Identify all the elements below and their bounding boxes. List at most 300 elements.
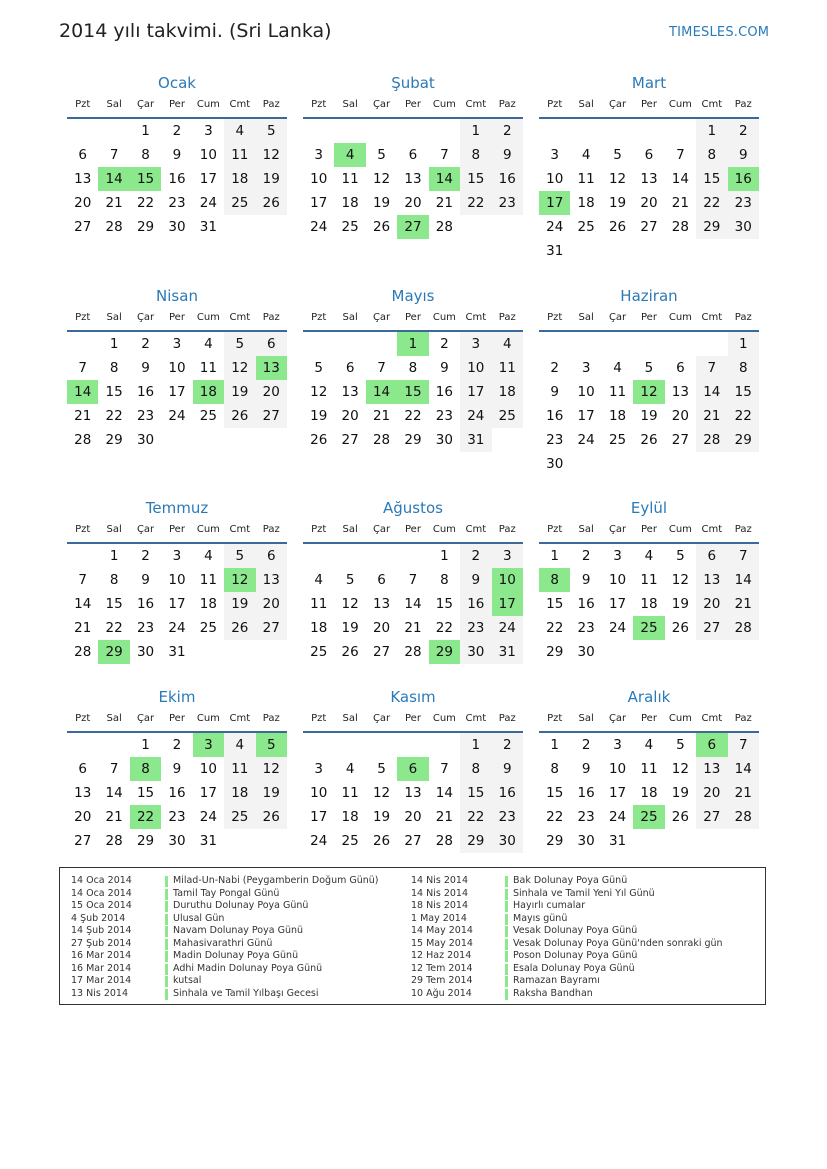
weekday-header: Cum <box>193 93 224 118</box>
weekday-header: Çar <box>130 306 161 331</box>
day-cell: 29 <box>546 833 564 849</box>
day-cell: 21 <box>696 404 727 428</box>
day-cell: 8 <box>109 360 119 376</box>
day-cell: 6 <box>397 757 428 781</box>
day-cell: 8 <box>109 572 119 588</box>
empty-cell <box>334 543 365 568</box>
day-cell: 20 <box>256 380 287 404</box>
day-cell: 6 <box>256 331 287 356</box>
month-grid <box>67 306 287 452</box>
day-cell: 24 <box>310 833 328 849</box>
day-cell: 16 <box>168 171 186 187</box>
empty-cell <box>366 118 397 143</box>
day-cell: 6 <box>644 147 654 163</box>
holiday-date: 13 Nis 2014 <box>71 987 128 999</box>
day-cell: 17 <box>539 191 570 215</box>
weekday-header: Cum <box>665 93 696 118</box>
holiday-name: Esala Dolunay Poya Günü <box>513 962 635 974</box>
day-cell: 16 <box>435 384 453 400</box>
month-grid <box>67 93 287 239</box>
holiday-date: 14 Şub 2014 <box>71 925 132 936</box>
weekday-header: Paz <box>728 93 759 118</box>
empty-cell <box>665 118 696 143</box>
month-grid <box>67 518 287 664</box>
holiday-row <box>71 988 401 1001</box>
weekday-header: Çar <box>366 93 397 118</box>
empty-cell <box>67 732 98 757</box>
day-cell: 7 <box>377 360 386 376</box>
day-cell: 3 <box>193 732 224 757</box>
day-cell: 20 <box>256 592 287 616</box>
day-cell: 29 <box>136 219 155 235</box>
holiday-name: Tamil Tay Pongal Günü <box>173 887 280 899</box>
day-cell: 8 <box>728 356 759 380</box>
day-cell: 15 <box>136 785 155 801</box>
day-cell: 10 <box>310 171 328 187</box>
day-cell: 11 <box>310 596 328 612</box>
holiday-name: Bak Dolunay Poya Günü <box>513 875 628 886</box>
day-cell: 14 <box>404 596 422 612</box>
empty-cell <box>728 239 759 263</box>
day-cell: 14 <box>671 171 689 187</box>
day-cell: 9 <box>141 360 150 376</box>
day-cell: 7 <box>696 356 727 380</box>
holiday-marker <box>165 951 168 962</box>
day-cell: 25 <box>633 805 664 829</box>
day-cell: 10 <box>492 568 523 592</box>
day-cell: 13 <box>256 568 287 592</box>
weekday-header: Çar <box>130 518 161 543</box>
month-11 <box>303 687 523 853</box>
day-cell: 13 <box>74 785 92 801</box>
day-cell: 8 <box>460 143 491 167</box>
day-cell: 27 <box>372 644 391 660</box>
empty-cell <box>429 118 460 143</box>
day-cell: 1 <box>109 336 119 352</box>
empty-cell <box>696 239 727 263</box>
day-cell: 29 <box>460 829 491 853</box>
day-cell: 15 <box>696 167 727 191</box>
day-cell: 4 <box>204 548 213 564</box>
holiday-marker <box>165 914 168 925</box>
day-cell: 4 <box>314 572 323 588</box>
month-grid <box>539 707 759 853</box>
weekday-header: Cum <box>429 518 460 543</box>
empty-cell <box>633 239 664 263</box>
weekday-header: Cum <box>429 707 460 732</box>
day-cell: 6 <box>345 360 355 376</box>
holiday-marker <box>165 964 168 975</box>
month-9 <box>539 498 759 664</box>
weekday-header: Sal <box>334 518 365 543</box>
empty-cell <box>256 428 287 452</box>
day-cell: 1 <box>397 331 428 356</box>
day-cell: 13 <box>640 171 658 187</box>
day-cell: 30 <box>577 833 595 849</box>
weekday-header: Cum <box>429 306 460 331</box>
weekday-header: Per <box>633 93 664 118</box>
day-cell: 19 <box>671 785 689 801</box>
day-cell: 30 <box>435 432 453 448</box>
holiday-name: Sinhala ve Tamil Yeni Yıl Günü <box>513 887 655 899</box>
holiday-date: 27 Şub 2014 <box>71 937 132 949</box>
day-cell: 14 <box>435 785 453 801</box>
day-cell: 11 <box>199 360 217 376</box>
day-cell: 28 <box>74 432 92 448</box>
day-cell: 23 <box>492 191 523 215</box>
day-cell: 2 <box>172 123 182 139</box>
holiday-marker <box>165 876 168 887</box>
day-cell: 13 <box>74 171 92 187</box>
month-grid <box>539 518 759 664</box>
day-cell: 15 <box>105 596 123 612</box>
weekday-header: Pzt <box>539 518 570 543</box>
day-cell: 22 <box>136 195 155 211</box>
holiday-row <box>411 938 761 951</box>
empty-cell <box>193 640 224 664</box>
day-cell: 23 <box>546 432 564 448</box>
weekday-header: Çar <box>602 707 633 732</box>
day-cell: 24 <box>577 432 595 448</box>
day-cell: 27 <box>397 215 428 239</box>
day-cell: 4 <box>224 732 255 757</box>
month-8 <box>303 498 523 664</box>
empty-cell <box>67 331 98 356</box>
day-cell: 5 <box>224 543 255 568</box>
day-cell: 3 <box>314 147 323 163</box>
weekday-header: Pzt <box>67 306 98 331</box>
day-cell: 5 <box>256 118 287 143</box>
empty-cell <box>602 331 633 356</box>
weekday-header: Pzt <box>67 518 98 543</box>
empty-cell <box>539 118 570 143</box>
day-cell: 21 <box>671 195 689 211</box>
month-1 <box>67 73 287 239</box>
day-cell: 9 <box>581 572 591 588</box>
holiday-name: Vesak Dolunay Poya Günü <box>513 925 638 936</box>
day-cell: 6 <box>696 543 727 568</box>
weekday-header: Pzt <box>539 707 570 732</box>
day-cell: 22 <box>696 191 727 215</box>
day-cell: 28 <box>74 644 92 660</box>
day-cell: 1 <box>550 548 559 564</box>
empty-cell <box>460 215 491 239</box>
weekday-header: Sal <box>98 518 129 543</box>
day-cell: 22 <box>130 805 161 829</box>
empty-cell <box>665 239 696 263</box>
holiday-date: 14 May 2014 <box>411 925 473 936</box>
day-cell: 28 <box>105 833 123 849</box>
day-cell: 20 <box>372 620 391 636</box>
weekday-header: Paz <box>256 707 287 732</box>
holiday-date: 12 Haz 2014 <box>411 950 472 961</box>
day-cell: 23 <box>136 408 155 424</box>
empty-cell <box>256 829 287 853</box>
day-cell: 10 <box>577 384 595 400</box>
empty-cell <box>397 732 428 757</box>
empty-cell <box>728 452 759 476</box>
holiday-date: 14 Oca 2014 <box>71 875 132 886</box>
day-cell: 7 <box>78 572 87 588</box>
day-cell: 3 <box>492 543 523 568</box>
day-cell: 27 <box>74 833 92 849</box>
day-cell: 1 <box>696 118 727 143</box>
holiday-name: Madin Dolunay Poya Günü <box>173 950 299 961</box>
weekday-header: Çar <box>366 306 397 331</box>
day-cell: 9 <box>460 568 491 592</box>
day-cell: 2 <box>460 543 491 568</box>
day-cell: 26 <box>256 191 287 215</box>
weekday-header: Per <box>397 306 428 331</box>
empty-cell <box>602 239 633 263</box>
month-grid <box>67 707 287 853</box>
day-cell: 19 <box>256 167 287 191</box>
day-cell: 16 <box>460 592 491 616</box>
empty-cell <box>728 829 759 853</box>
day-cell: 17 <box>460 380 491 404</box>
day-cell: 10 <box>546 171 564 187</box>
day-cell: 20 <box>671 408 689 424</box>
day-cell: 16 <box>492 167 523 191</box>
day-cell: 18 <box>341 809 359 825</box>
day-cell: 2 <box>550 360 559 376</box>
holiday-name: Milad-Un-Nabi (Peygamberin Doğum Günü) <box>173 875 379 886</box>
brand-link[interactable]: TIMESLES.COM <box>669 25 770 40</box>
weekday-header: Cmt <box>696 707 727 732</box>
day-cell: 20 <box>341 408 359 424</box>
holiday-marker <box>505 901 508 912</box>
empty-cell <box>633 640 664 664</box>
holiday-date: 16 Mar 2014 <box>71 962 132 974</box>
empty-cell <box>303 331 334 356</box>
weekday-header: Sal <box>570 93 601 118</box>
empty-cell <box>303 118 334 143</box>
holiday-marker <box>165 976 168 987</box>
day-cell: 21 <box>435 195 453 211</box>
empty-cell <box>303 543 334 568</box>
empty-cell <box>397 543 428 568</box>
month-name: Haziran <box>620 287 678 305</box>
day-cell: 10 <box>199 761 217 777</box>
day-cell: 13 <box>696 757 727 781</box>
empty-cell <box>602 640 633 664</box>
day-cell: 9 <box>550 384 559 400</box>
weekday-header: Cum <box>193 306 224 331</box>
day-cell: 18 <box>492 380 523 404</box>
empty-cell <box>633 452 664 476</box>
weekday-header: Per <box>397 518 428 543</box>
day-cell: 15 <box>105 384 123 400</box>
empty-cell <box>334 331 365 356</box>
day-cell: 19 <box>224 380 255 404</box>
day-cell: 17 <box>577 408 595 424</box>
day-cell: 19 <box>372 809 391 825</box>
empty-cell <box>696 452 727 476</box>
month-grid <box>539 306 759 476</box>
page-title: 2014 yılı takvimi. (Sri Lanka) <box>59 20 332 42</box>
weekday-header: Sal <box>334 707 365 732</box>
weekday-header: Çar <box>366 707 397 732</box>
empty-cell <box>633 331 664 356</box>
day-cell: 12 <box>633 380 664 404</box>
day-cell: 22 <box>460 191 491 215</box>
month-3 <box>539 73 759 263</box>
day-cell: 15 <box>397 380 428 404</box>
holiday-date: 29 Tem 2014 <box>411 975 473 986</box>
holiday-date: 16 Mar 2014 <box>71 950 132 961</box>
weekday-header: Cmt <box>696 306 727 331</box>
empty-cell <box>224 829 255 853</box>
day-cell: 4 <box>613 360 622 376</box>
day-cell: 4 <box>334 143 365 167</box>
day-cell: 21 <box>74 408 92 424</box>
day-cell: 7 <box>78 360 87 376</box>
weekday-header: Paz <box>256 518 287 543</box>
day-cell: 15 <box>546 785 564 801</box>
day-cell: 28 <box>435 833 453 849</box>
day-cell: 1 <box>550 737 559 753</box>
day-cell: 16 <box>728 167 759 191</box>
day-cell: 5 <box>676 737 685 753</box>
holiday-date: 18 Nis 2014 <box>411 900 468 911</box>
month-4 <box>67 286 287 452</box>
day-cell: 20 <box>404 809 422 825</box>
month-name: Nisan <box>156 287 198 305</box>
weekday-header: Per <box>161 518 192 543</box>
day-cell: 5 <box>345 572 355 588</box>
day-cell: 20 <box>74 809 92 825</box>
day-cell: 29 <box>105 432 123 448</box>
holiday-date: 12 Tem 2014 <box>411 962 473 974</box>
day-cell: 17 <box>608 785 627 801</box>
day-cell: 23 <box>168 809 186 825</box>
day-cell: 17 <box>168 596 186 612</box>
weekday-header: Cum <box>193 518 224 543</box>
holiday-row <box>71 925 401 938</box>
holiday-marker <box>505 989 508 1000</box>
day-cell: 31 <box>199 833 217 849</box>
day-cell: 25 <box>341 219 359 235</box>
day-cell: 11 <box>640 572 658 588</box>
holiday-row <box>71 875 401 888</box>
day-cell: 22 <box>728 404 759 428</box>
day-cell: 28 <box>728 616 759 640</box>
day-cell: 14 <box>728 568 759 592</box>
empty-cell <box>665 331 696 356</box>
day-cell: 13 <box>341 384 359 400</box>
day-cell: 18 <box>341 195 359 211</box>
holiday-marker <box>505 914 508 925</box>
weekday-header: Cum <box>665 707 696 732</box>
holiday-marker <box>165 989 168 1000</box>
day-cell: 9 <box>728 143 759 167</box>
day-cell: 27 <box>671 432 689 448</box>
day-cell: 2 <box>581 548 591 564</box>
day-cell: 9 <box>141 572 150 588</box>
day-cell: 4 <box>224 118 255 143</box>
day-cell: 23 <box>136 620 155 636</box>
empty-cell <box>256 640 287 664</box>
month-name: Şubat <box>391 74 435 92</box>
day-cell: 1 <box>141 737 150 753</box>
day-cell: 17 <box>168 384 186 400</box>
day-cell: 15 <box>460 167 491 191</box>
weekday-header: Per <box>397 93 428 118</box>
holiday-marker <box>165 926 168 937</box>
day-cell: 21 <box>105 809 123 825</box>
day-cell: 2 <box>492 732 523 757</box>
holiday-row <box>71 913 401 926</box>
weekday-header: Pzt <box>303 306 334 331</box>
day-cell: 26 <box>341 644 359 660</box>
empty-cell <box>539 331 570 356</box>
day-cell: 14 <box>105 785 123 801</box>
weekday-header: Cum <box>665 518 696 543</box>
holiday-marker <box>505 889 508 900</box>
day-cell: 11 <box>640 761 658 777</box>
day-cell: 8 <box>130 757 161 781</box>
day-cell: 4 <box>345 761 355 777</box>
day-cell: 25 <box>224 191 255 215</box>
day-cell: 23 <box>492 805 523 829</box>
day-cell: 5 <box>224 331 255 356</box>
day-cell: 17 <box>310 809 328 825</box>
day-cell: 17 <box>199 171 217 187</box>
day-cell: 17 <box>608 596 627 612</box>
day-cell: 10 <box>199 147 217 163</box>
weekday-header: Cum <box>193 707 224 732</box>
day-cell: 25 <box>224 805 255 829</box>
weekday-header: Pzt <box>303 93 334 118</box>
empty-cell <box>570 118 601 143</box>
day-cell: 10 <box>310 785 328 801</box>
month-10 <box>67 687 287 853</box>
day-cell: 9 <box>492 143 523 167</box>
day-cell: 17 <box>492 592 523 616</box>
day-cell: 6 <box>256 543 287 568</box>
empty-cell <box>665 640 696 664</box>
month-5 <box>303 286 523 452</box>
weekday-header: Per <box>161 93 192 118</box>
month-grid <box>303 93 523 239</box>
day-cell: 11 <box>577 171 595 187</box>
empty-cell <box>224 640 255 664</box>
holiday-row <box>411 925 761 938</box>
day-cell: 19 <box>640 408 658 424</box>
day-cell: 4 <box>492 331 523 356</box>
holiday-row <box>71 888 401 901</box>
day-cell: 26 <box>640 432 658 448</box>
month-name: Ocak <box>158 74 196 92</box>
day-cell: 21 <box>435 809 453 825</box>
month-grid <box>303 707 523 853</box>
holiday-date: 17 Mar 2014 <box>71 975 132 986</box>
holiday-date: 15 Oca 2014 <box>71 900 132 911</box>
day-cell: 26 <box>310 432 328 448</box>
day-cell: 11 <box>492 356 523 380</box>
weekday-header: Çar <box>602 93 633 118</box>
day-cell: 13 <box>372 596 391 612</box>
weekday-header: Per <box>633 306 664 331</box>
weekday-header: Paz <box>492 93 523 118</box>
weekday-header: Sal <box>570 306 601 331</box>
day-cell: 25 <box>633 616 664 640</box>
month-name: Mayıs <box>391 287 435 305</box>
day-cell: 10 <box>608 761 627 777</box>
day-cell: 29 <box>546 644 564 660</box>
day-cell: 30 <box>577 644 595 660</box>
day-cell: 21 <box>105 195 123 211</box>
